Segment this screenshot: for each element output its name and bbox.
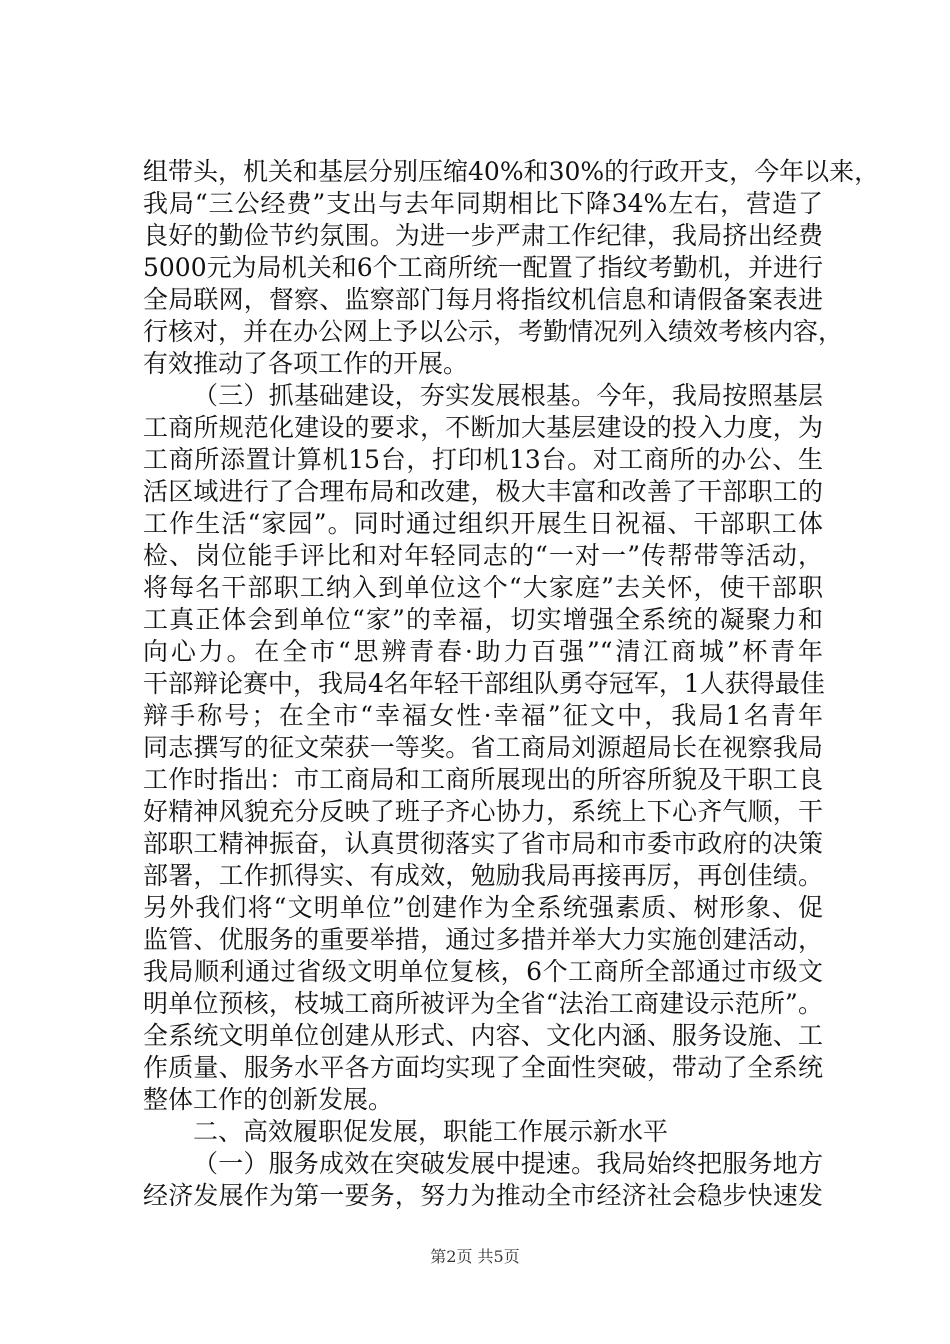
text-line: 辩手称号；在全市“幸福女性·幸福”征文中，我局1名青年 xyxy=(143,701,823,730)
text-line: 二、高效履职促发展，职能工作展示新水平 xyxy=(193,1117,669,1146)
text-line: 检、岗位能手评比和对年轻同志的“一对一”传帮带等活动， xyxy=(143,541,823,570)
document-body xyxy=(143,156,880,1212)
text-line: 同志撰写的征文荣获一等奖。省工商局刘源超局长在视察我局 xyxy=(143,733,823,762)
text-line: 另外我们将“文明单位”创建作为全系统强素质、树形象、促 xyxy=(143,893,823,922)
text-line: 部职工精神振奋，认真贯彻落实了省市局和市委市政府的决策 xyxy=(143,829,823,858)
text-line: 行核对，并在办公网上予以公示，考勤情况列入绩效考核内容， xyxy=(143,317,844,346)
text-line: 经济发展作为第一要务，努力为推动全市经济社会稳步快速发 xyxy=(143,1181,823,1210)
text-line: 组带头，机关和基层分别压缩40%和30%的行政开支，今年以来， xyxy=(143,157,880,186)
text-line: 工作时指出：市工商局和工商所展现出的所容所貌及干职工良 xyxy=(143,765,823,794)
text-line: 将每名干部职工纳入到单位这个“大家庭”去关怀，使干部职 xyxy=(143,573,823,602)
text-line: 干部辩论赛中，我局4名年轻干部组队勇夺冠军，1人获得最佳 xyxy=(143,669,825,698)
text-line: 活区域进行了合理布局和改建，极大丰富和改善了干部职工的 xyxy=(143,477,823,506)
text-line: 我局“三公经费”支出与去年同期相比下降34%左右，营造了 xyxy=(143,189,823,218)
text-line: 作质量、服务水平各方面均实现了全面性突破，带动了全系统 xyxy=(143,1053,823,1082)
text-line: 5000元为局机关和6个工商所统一配置了指纹考勤机，并进行 xyxy=(143,253,823,282)
text-line: 整体工作的创新发展。 xyxy=(143,1085,394,1114)
text-line: 工商所规范化建设的要求，不断加大基层建设的投入力度，为 xyxy=(143,413,823,442)
text-line: 明单位预核，枝城工商所被评为全省“法治工商建设示范所”。 xyxy=(143,989,823,1018)
text-line: 工真正体会到单位“家”的幸福，切实增强全系统的凝聚力和 xyxy=(143,605,823,634)
text-line: 好精神风貌充分反映了班子齐心协力，系统上下心齐气顺，干 xyxy=(143,797,823,826)
text-line: 我局顺利通过省级文明单位复核，6个工商所全部通过市级文 xyxy=(143,957,823,986)
text-line: 工商所添置计算机15台，打印机13台。对工商所的办公、生 xyxy=(143,445,823,474)
text-line: 全系统文明单位创建从形式、内容、文化内涵、服务设施、工 xyxy=(143,1021,823,1050)
text-line: （三）抓基础建设，夯实发展根基。今年，我局按照基层 xyxy=(193,381,823,410)
page-footer: 第2页 共5页 xyxy=(430,1247,520,1266)
text-line: 向心力。在全市“思辨青春·助力百强”“清江商城”杯青年 xyxy=(143,637,823,666)
text-line: 监管、优服务的重要举措，通过多措并举大力实施创建活动， xyxy=(143,925,823,954)
text-line: 全局联网，督察、监察部门每月将指纹机信息和请假备案表进 xyxy=(143,285,823,314)
text-line: （一）服务成效在突破发展中提速。我局始终把服务地方 xyxy=(193,1149,823,1178)
text-line: 工作生活“家园”。同时通过组织开展生日祝福、干部职工体 xyxy=(143,509,823,538)
text-line: 良好的勤俭节约氛围。为进一步严肃工作纪律，我局挤出经费 xyxy=(143,221,823,250)
text-line: 有效推动了各项工作的开展。 xyxy=(143,349,469,378)
text-line: 部署，工作抓得实、有成效，勉励我局再接再厉，再创佳绩。 xyxy=(143,861,823,890)
